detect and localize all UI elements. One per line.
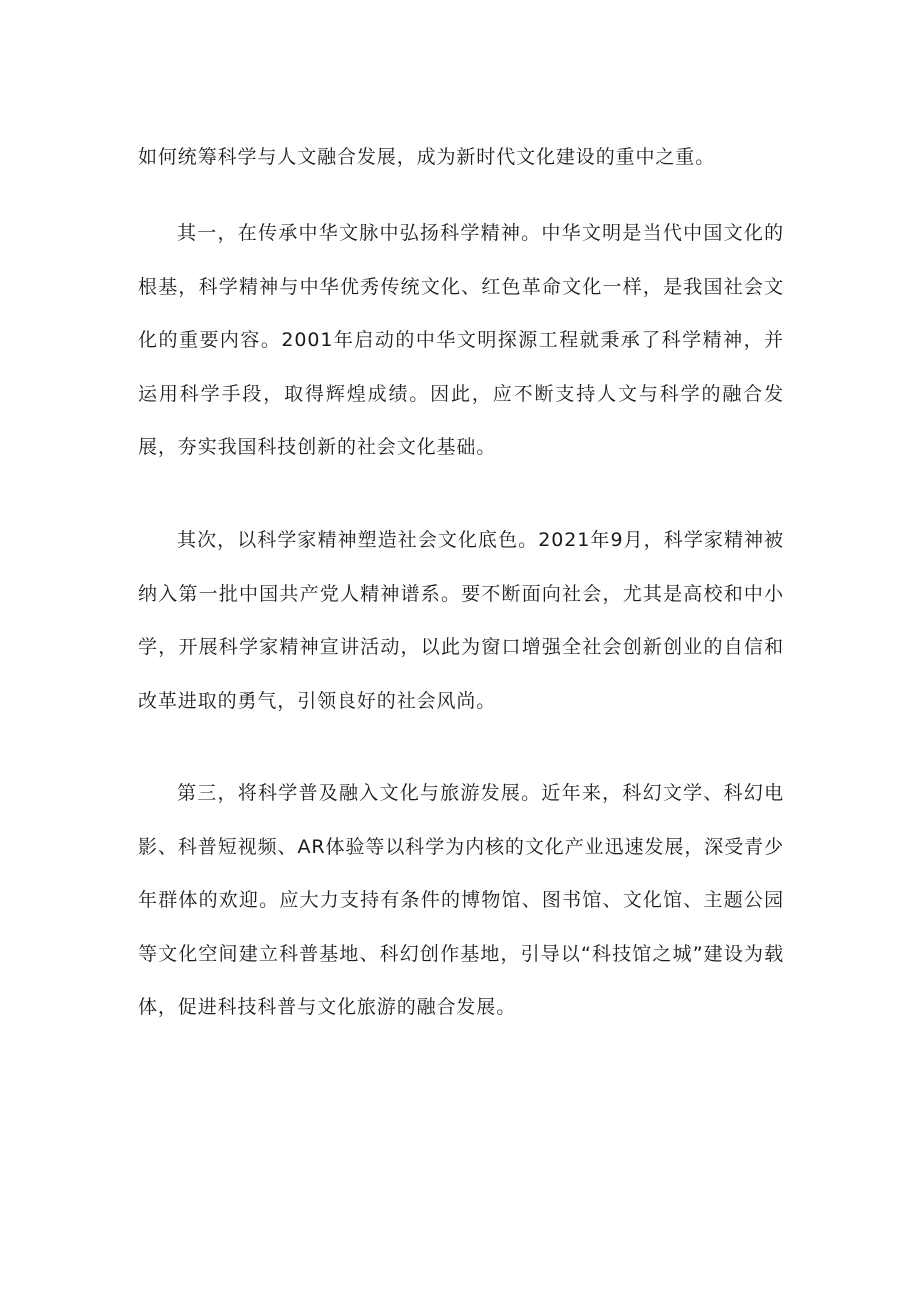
- paragraph-second-point: 其次，以科学家精神塑造社会文化底色。2021年9月，科学家精神被纳入第一批中国共产党人精神谱系。要不断面向社会，尤其是高校和中小学，开展科学家精神宣讲活动，以此为窗口增强全社会创新创业的自信和改革进取的勇气，引领良好的社会风尚。: [138, 529, 784, 712]
- paragraph-third-point: 第三，将科学普及融入文化与旅游发展。近年来，科幻文学、科幻电影、科普短视频、AR体验等以科学为内核的文化产业迅速发展，深受青少年群体的欢迎。应大力支持有条件的博物馆、图书馆、文化馆、主题公园等文化空间建立科普基地、科幻创作基地，引导以“科技馆之城”建设为载体，促进科技科普与文化旅游的融合发展。: [138, 782, 784, 1018]
- paragraph-continuation: 如何统筹科学与人文融合发展，成为新时代文化建设的重中之重。: [138, 146, 716, 168]
- paragraph-first-point: 其一，在传承中华文脉中弘扬科学精神。中华文明是当代中国文化的根基，科学精神与中华优秀传统文化、红色革命文化一样，是我国社会文化的重要内容。2001年启动的中华文明探源工程就秉承了科学精神，并运用科学手段，取得辉煌成绩。因此，应不断支持人文与科学的融合发展，夯实我国科技创新的社会文化基础。: [138, 222, 784, 458]
